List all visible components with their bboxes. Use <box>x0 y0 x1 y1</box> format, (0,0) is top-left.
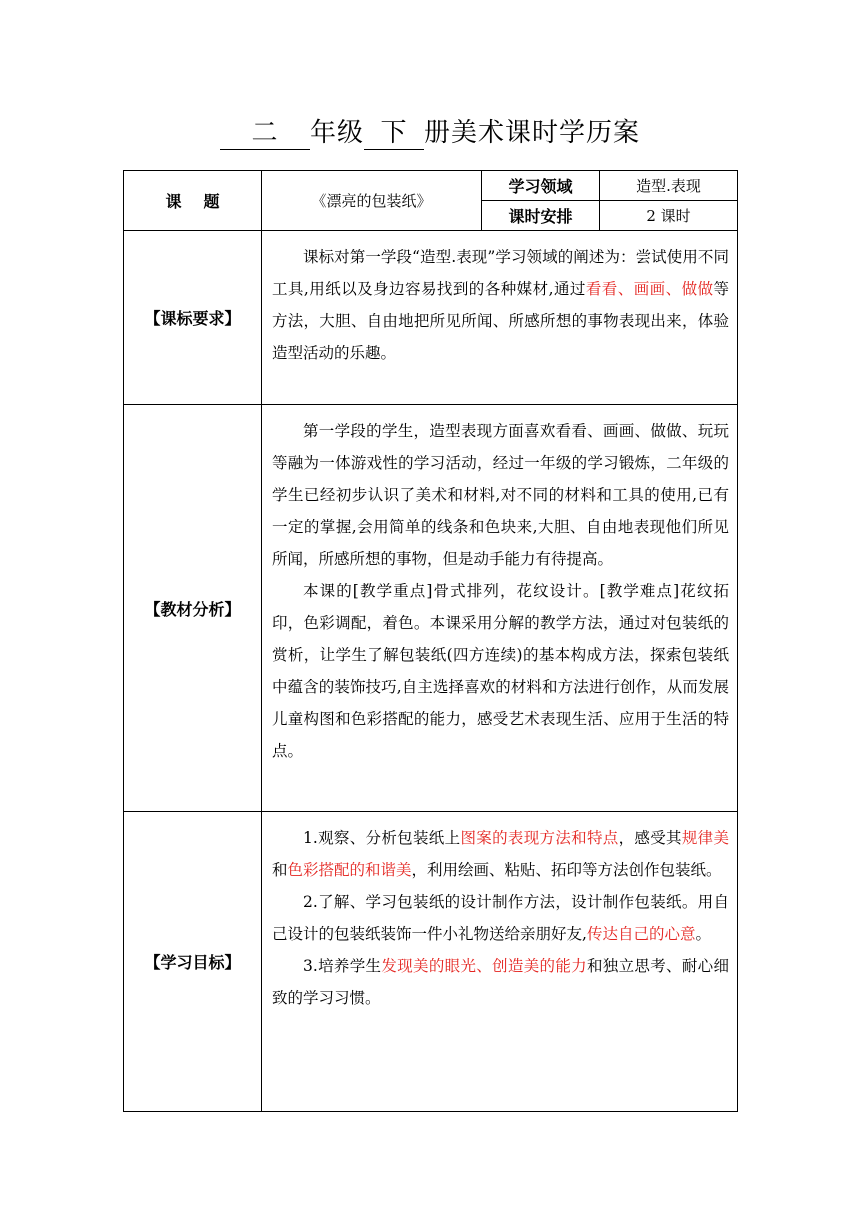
hours-value: 2 课时 <box>600 201 738 231</box>
objective-1-text-d: ，利用绘画、粘贴、拓印等方法创作包装纸。 <box>411 861 722 879</box>
domain-value: 造型.表现 <box>600 171 738 201</box>
title-term: 下 <box>364 119 424 150</box>
standard-label: 【课标要求】 <box>124 231 262 405</box>
analysis-content <box>262 405 738 812</box>
topic-value: 《漂亮的包装纸》 <box>262 171 482 231</box>
objective-1-highlight-2: 规律美 <box>681 829 729 847</box>
analysis-paragraph-1: 第一学段的学生，造型表现方面喜欢看看、画画、做做、玩玩等融为一体游戏性的学习活动，经过一年级的学习锻炼，二年级的学生已经初步认识了美术和材料,对不同的材料和工具的使用,已有一定的掌握,会用简单的线条和色块来,大胆、自由地表现他们所见所闻，所感所想的事物，但是动手能力有待提高。 <box>272 422 729 568</box>
hours-label: 课时安排 <box>482 201 600 231</box>
objectives-label: 【学习目标】 <box>124 812 262 1112</box>
page-title <box>0 112 860 150</box>
objective-1-text-b: ，感受其 <box>618 829 682 847</box>
title-course: 册美术课时学历案 <box>424 118 641 148</box>
objective-3-text-b: 和独立思考、耐心细致的学习习惯。 <box>272 957 729 1007</box>
analysis-label: 【教材分析】 <box>124 405 262 812</box>
objective-1-highlight-3: 色彩搭配的和谐美 <box>287 861 412 879</box>
objective-2-highlight: 传达自己的心意 <box>586 925 696 943</box>
objective-1-text-c: 和 <box>272 861 288 879</box>
objective-1-highlight-1: 图案的表现方法和特点 <box>460 829 619 847</box>
objective-3-text-a: 3.培养学生 <box>303 957 382 975</box>
standard-paragraph <box>272 241 729 369</box>
standard-text-2: 等方法，大胆、自由地把所见所闻、所感所想的事物表现出来，体验造型活动的乐趣。 <box>272 280 729 362</box>
lesson-table <box>123 170 738 1112</box>
title-grade: 二 <box>220 119 310 150</box>
analysis-paragraph-2: 本课的[教学重点]骨式排列，花纹设计。[教学难点]花纹拓印，色彩调配，着色。本课采用分解的教学方法，通过对包装纸的赏析，让学生了解包装纸(四方连续)的基本构成方法，探索包装纸中蕴含的装饰技巧,自主选择喜欢的材料和方法进行创作，从而发展儿童构图和色彩搭配的能力，感受艺术表现生活、应用于生活的特点。 <box>272 582 729 760</box>
objective-2-text-a: 2.了解、学习包装纸的设计制作方法，设计制作包装纸。用自己设计的包装纸装饰一件小礼物送给亲朋好友, <box>272 893 729 943</box>
objective-2-text-b: 。 <box>695 925 711 943</box>
topic-label: 课题 <box>124 171 262 231</box>
objective-1 <box>272 822 729 886</box>
objectives-content <box>262 812 738 1112</box>
objective-3-highlight: 发现美的眼光、创造美的能力 <box>381 957 587 975</box>
objective-2 <box>272 886 729 950</box>
title-grade-suffix: 年级 <box>309 118 364 148</box>
standard-content <box>262 231 738 405</box>
standard-highlight: 看看、画画、做做 <box>585 280 714 298</box>
domain-label: 学习领域 <box>482 171 600 201</box>
standard-text-1: 课标对第一学段“造型.表现”学习领域的阐述为：尝试使用不同工具,用纸以及身边容易找到的各种媒材,通过 <box>272 248 729 298</box>
objective-1-text-a: 1.观察、分析包装纸上 <box>303 829 461 847</box>
objective-3 <box>272 950 729 1014</box>
